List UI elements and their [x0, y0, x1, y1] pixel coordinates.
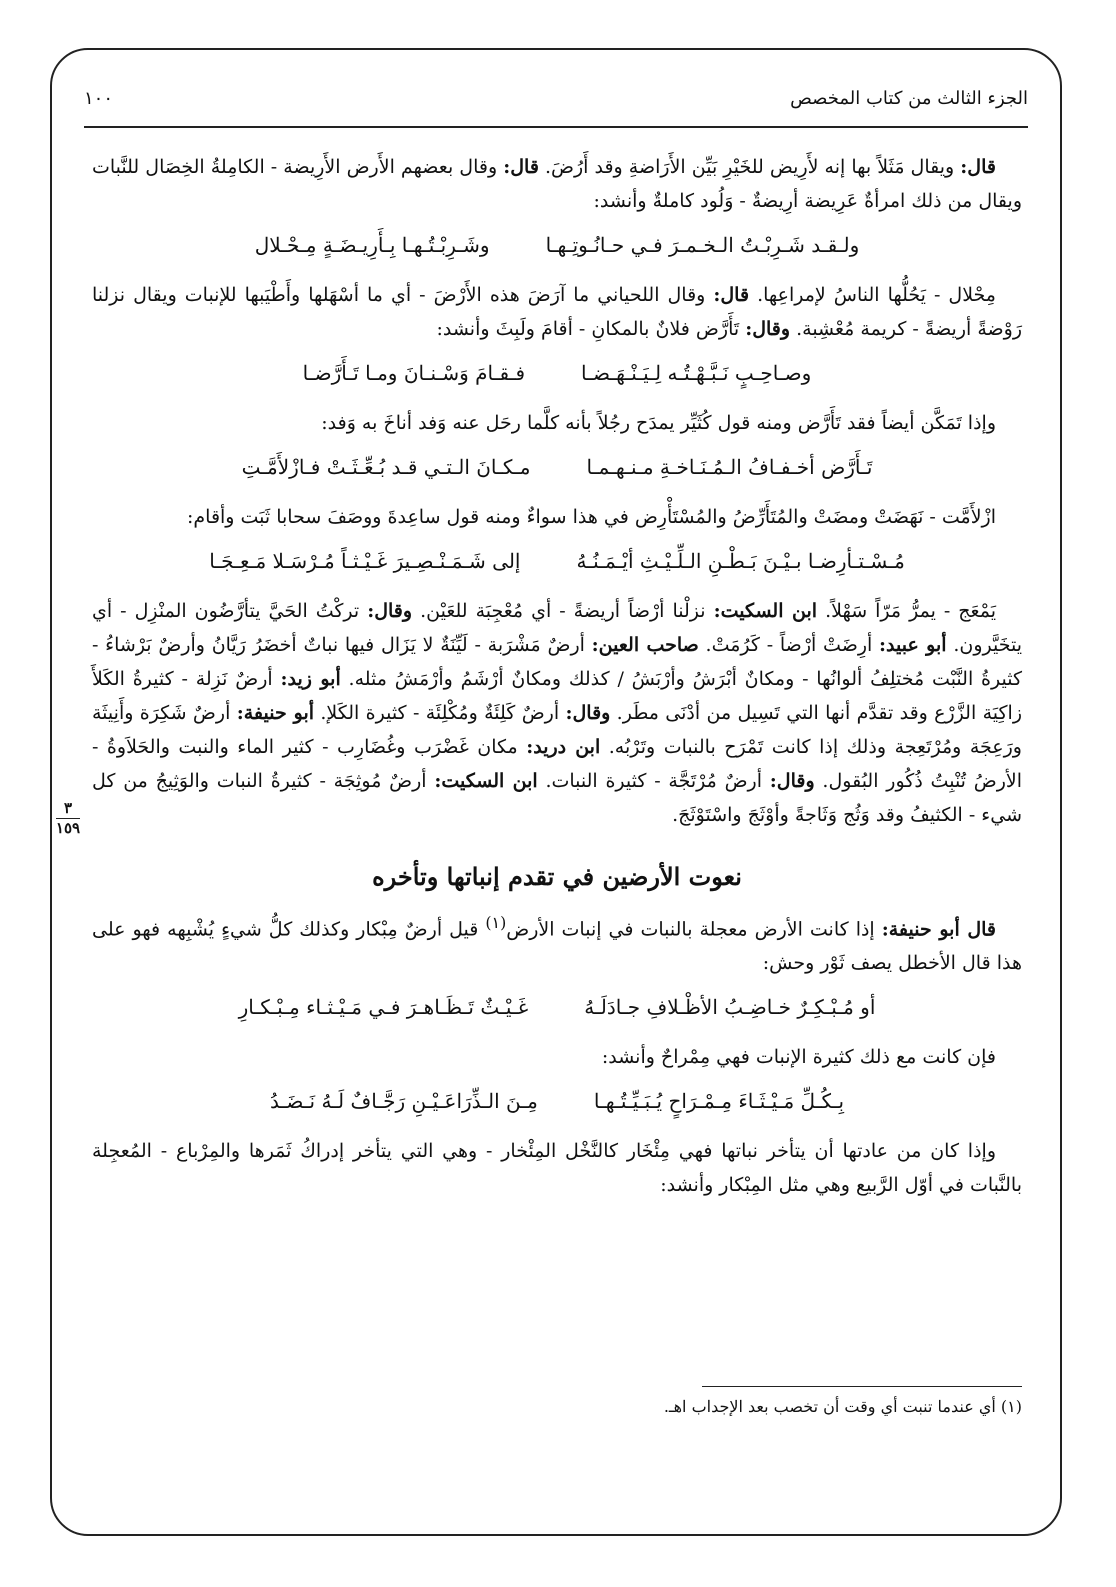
header-rule [84, 126, 1028, 128]
footnote-marker: (١) [485, 913, 507, 932]
verse: تَـأَرَّض أخـفـافُ الـمُـنَـاخـةِ مـنـهـمـا مـكـانَ الـتـي قـد بُـعِّـثَـتْ فـازْلأَمَّـتِ [241, 455, 873, 479]
footnote: (١) أي عندما تنبت أي وقت أن تخصب بعد الإجداب اهـ. [663, 1397, 1022, 1416]
verse: ولـقـد شَـرِبْـتُ الـخـمـرَ فـي حـانُـوتِـهـا وشَـرِبْـتُـهـا بِـأَرِيـضَـةٍ مِـحْـلال [254, 233, 860, 257]
paragraph: ازْلأَمَّت - نَهَضَتْ ومضَتْ والمُتَأَرِّضُ والمُسْتَأْرِض في هذا سواءٌ ومنه قول ساعِدةَ ووصَفَ سحابا ثَبَت وأقام: [186, 506, 996, 528]
page-number: ١٠٠ [84, 88, 114, 109]
verse: بِـكُـلِّ مَـيْـثَـاءَ مِـمْـرَاحٍ يُـبَـيِّـتُـهـا مِـنَ الـذِّرَاعَـيْـنِ رَجَّـافٌ لَـهُ نَـضَـدُ [269, 1089, 845, 1114]
verse: مُـسْـتـأرِضـا بـيْـنَ بَـطْـنِ الـلِّـيْـثِ أيْـمَـنُـهُ إلى شَـمَـنْـصِـيرَ غَـيْـثـاً مُـرْسَـلا مَـعِـجَـا [209, 549, 905, 573]
page-header [84, 88, 1028, 120]
paragraph: فإن كانت مع ذلك كثيرة الإنبات فهي مِمْراحٌ وأنشد: [601, 1046, 996, 1069]
section-heading: نعوت الأرضين في تقدم إنباتها وتأخره [372, 862, 742, 891]
margin-reference [52, 800, 84, 837]
margin-ref-top: ٣ [63, 799, 73, 817]
paragraph: قال أبو حنيفة: إذا كانت الأرض معجلة بالنبات في إنبات الأرض$^{(١)}$ قيل أرضٌ مِبْكار وكذلك كلُّ شيءٍ يُشْبِهه فهو على هذا قال الأخطل يصف ثَوْر وحش: [92, 913, 1022, 975]
paragraph: مِحْلال - يَحُلُّها الناسُ لإمراعِها. قال: وقال اللحياني ما آرَضَ هذه الأَرْضَ - أي ما أسْهَلها وأَطْيَبها للإنبات ويقال نزلنا رَوْضةً أريضةً - كريمة مُعْشِبة. وقال: تَأَرَّض فلانٌ بالمكانِ - أقامَ ولَبِثَ وأنشد: [92, 284, 1022, 340]
paragraph: قال: ويقال مَثَلاً بها إنه لأَرِيض للخَيْرِ بَيِّن الأَرَاضةِ وقد أَرُضَ. قال: وقال بعضهم الأَرض الأَرِيضة - الكامِلةُ الخِصَال للنَّبات ويقال من ذلك امرأةٌ عَرِيضة أرِيضةٌ - وَلُود كاملةٌ وأنشد: [92, 156, 1022, 212]
paragraph: يَمْعَج - يمرُّ مَرّاً سَهْلاً. ابن السكيت: نزلْنا أرْضاً أريضةً - أي مُعْجِبَة للعَيْن. وقال: تركْتُ الحَيَّ يتأرَّضُون المنْزِل - أي يتخَيَّرون. أبو عبيد: أرِضَتْ أرْضاً - كَرُمَتْ. صاحب العين: أرضٌ مَشْرَبة - لَيِّنَةٌ لا يَزَال فيها نباتٌ أخضَرُ رَيَّانُ وأرضٌ بَرْشاءُ - كثيرةُ النَّبْت مُختلِفُ ألوانُها - ومكانٌ أبْرَشُ وأرْبَشُ / كذلك ومكانٌ أرْشَمُ وأرْمَشُ مثله. أبو زيد: أرضٌ نَزِلة - كثيرةُ الكَلأَ زاكِيَة الزَّرْع وقد تقدَّم أنها التي تَسِيل من أدْنَى مطَر. وقال: أرضٌ كَلِئَةٌ ومُكْلِئَة - كثيرة الكَلإ. أبو حنيفة: أرضٌ شَكِرَة وأَنِيثَة ورَعِجَة ومُرْتَعِجة وذلك إذا كانت تَمْرَح بالنبات وتَرْبُه. ابن دريد: مكان غَضْرَب وغُضَارِب - كثير الماء والنبت والحَلاَوةُ - الأرضُ تُنْبِتُ ذُكُور البُقول. وقال: أرضٌ مُرْتَجَّة - كثيرة النبات. ابن السكيت: أرضٌ مُوثِجَة - كثيرةُ النبات والوَثِيجُ من كل شيء - الكثيفُ وقد وَثُج وَثَاجةً وأوْثَجَ واسْتَوْثَجَ. [92, 600, 1023, 826]
verse: أو مُـبْـكِـرٌ خـاضِـبُ الأظْـلافِ جـادَلَـهُ غَـيْـثٌ تَـظَـاهـرَ فـي مَـيْـثـاء مِـبْـكـارِ [238, 995, 876, 1020]
verse: وصـاحِـبٍ نَـبَّـهْـتُـه لِـيَـنْـهَـضـا فـقـامَ وَسْـنـانَ ومـا تَـأَرَّضـا [302, 361, 812, 385]
paragraph: وإذا كان من عادتها أن يتأخر نباتها فهي مِئْخَار كالنَّخْل المِئْخار - وهي التي يتأخر إدراكُ ثَمَرها والمِرْباع - المُعجِلة بالنَّبات في أوّل الرَّبيع وهي مثل المِبْكار وأنشد: [92, 1140, 1022, 1197]
page-body [92, 150, 1022, 1208]
paragraph: وإذا تَمَكَّن أيضاً فقد تَأَرَّض ومنه قول كُثَيِّر يمدَح رجُلاً بأنه كلَّما رحَل عنه وَفد أناخَ به وَفد: [321, 412, 996, 434]
margin-ref-bottom: ١٥٩ [55, 819, 81, 837]
running-title: الجزء الثالث من كتاب المخصص [790, 88, 1028, 109]
footnote-rule [702, 1386, 1022, 1387]
